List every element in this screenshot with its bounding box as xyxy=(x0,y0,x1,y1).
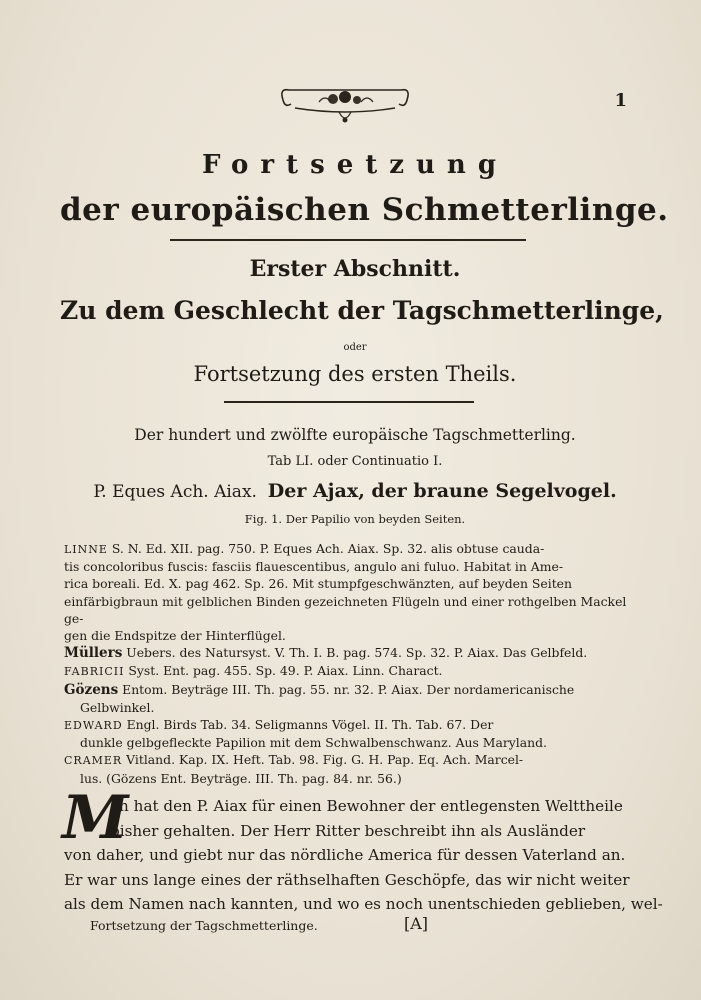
reference-linne: LINNE S. N. Ed. XII. pag. 750. P. Eques Ach. Aiax. Sp. 32. alis obtuse cauda- xyxy=(64,541,545,556)
author-name: CRAMER xyxy=(64,754,123,768)
signature-mark: [A] xyxy=(404,914,429,933)
title-line-1: Fortsetzung xyxy=(201,150,509,180)
body-line: an hat den P. Aiax für einen Bewohner der entlegensten Welttheile xyxy=(110,797,623,815)
species-name xyxy=(60,480,650,502)
body-text xyxy=(64,794,663,917)
floral-ornament-icon xyxy=(275,82,415,128)
body-line: als dem Namen nach kannten, und wo es noch unentschieden geblieben, wel- xyxy=(64,895,663,913)
author-name: FABRICII xyxy=(64,665,125,679)
reference-linne-line: gen die Endspitze der Hinterflügel. xyxy=(64,628,286,644)
section-line-2: Zu dem Geschlecht der Tagschmetterlinge, xyxy=(60,296,664,325)
section-line-1: Erster Abschnitt. xyxy=(249,256,461,282)
plate-heading: Tab LI. oder Continuatio I. xyxy=(267,454,443,469)
title-rule xyxy=(170,239,526,241)
body-line: von daher, und giebt nur das nördliche America für dessen Vaterland an. xyxy=(64,846,626,864)
author-name: LINNE xyxy=(64,543,108,556)
reference-goetze-line: Gelbwinkel. xyxy=(80,699,155,715)
reference-mueller: Müllers Uebers. des Natursyst. V. Th. I. B. pag. 574. Sp. 32. P. Aiax. Das Gelbfeld. xyxy=(64,645,588,662)
species-heading: Der hundert und zwölfte europäische Tagschmetterling. xyxy=(134,426,576,444)
author-name: Gözens xyxy=(64,681,119,698)
reference-fabricii: FABRICII Syst. Ent. pag. 455. Sp. 49. P. Aiax. Linn. Charact. xyxy=(64,663,443,679)
author-name: Müllers xyxy=(64,645,123,662)
body-line: bisher gehalten. Der Herr Ritter beschreibt ihn als Ausländer xyxy=(110,821,586,840)
title-line-2: der europäischen Schmetterlinge. xyxy=(60,192,669,228)
species-german-name: Der Ajax, der braune Segelvogel. xyxy=(267,480,617,502)
section-rule xyxy=(224,401,474,403)
section-line-4: Fortsetzung des ersten Theils. xyxy=(193,362,517,386)
reference-goetze: Gözens Entom. Beyträge III. Th. pag. 55. nr. 32. P. Aiax. Der nordamericanische xyxy=(64,681,575,698)
reference-linne-line: einfärbigbraun mit gelblichen Binden gezeichneten Flügeln und einer rothgelben Mackel ge- xyxy=(64,593,627,626)
drop-capital: M xyxy=(62,783,129,853)
page-number: 1 xyxy=(614,90,627,111)
author-name: EDWARD xyxy=(64,719,123,733)
body-line: Er war uns lange eines der räthselhaften Geschöpfe, das wir nicht weiter xyxy=(64,870,630,889)
reference-edward-line: dunkle gelbgefleckte Papilion mit dem Schwalbenschwanz. Aus Maryland. xyxy=(80,735,547,751)
section-line-3: oder xyxy=(343,342,367,353)
reference-linne-line: tis concoloribus fuscis: fasciis flauescentibus, angulo ani fuluo. Habitat in Ame- xyxy=(64,559,564,575)
catchline: Fortsetzung der Tagschmetterlinge. xyxy=(90,918,318,933)
figure-caption: Fig. 1. Der Papilio von beyden Seiten. xyxy=(244,512,466,526)
references-block xyxy=(64,540,636,787)
reference-cramer-line: lus. (Gözens Ent. Beyträge. III. Th. pag. 84. nr. 56.) xyxy=(80,770,402,786)
reference-edward: EDWARD Engl. Birds Tab. 34. Seligmanns Vögel. II. Th. Tab. 67. Der xyxy=(64,717,494,733)
reference-linne-line: rica boreali. Ed. X. pag 462. Sp. 26. Mit stumpfgeschwänzten, auf beyden Seiten xyxy=(64,576,572,592)
species-latin-name: P. Eques Ach. Aiax. xyxy=(93,482,257,502)
reference-cramer: CRAMER Vitland. Kap. IX. Heft. Tab. 98. Fig. G. H. Pap. Eq. Ach. Marcel- xyxy=(64,752,524,768)
